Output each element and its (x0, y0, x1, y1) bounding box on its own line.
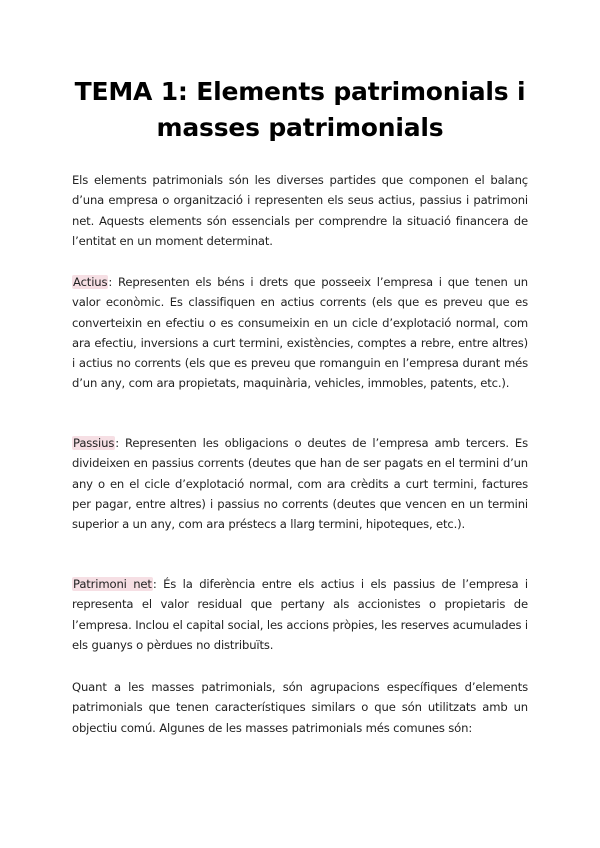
actius-term: Actius (73, 275, 108, 289)
patrimoni-net-term: Patrimoni net (73, 577, 152, 591)
actius-paragraph (72, 272, 528, 394)
patrimoni-net-separator: : (152, 577, 157, 591)
page-title: TEMA 1: Elements patrimonials i masses patrimonials (74, 77, 526, 142)
closing-paragraph: Quant a les masses patrimonials, són agrupacions específiques d’elements patrimonials que tenen característiques similars o que són utilitzats amb un objectiu comú. Algunes de les masses patrimonials més comunes són: (72, 680, 528, 735)
passius-separator: : (115, 436, 119, 450)
actius-text: Representen els béns i drets que posseeix l’empresa i que tenen un valor econòmic. Es classifiquen en actius corrents (els que es preveu que es converteixin en efectiu o es consumeixin en un cicle d’explotació normal, com ara efectiu, inversions a curt termini, existències, comptes a rebre, entre altres) i actius no corrents (els que es preveu que romanguin en l’empresa durant més d’un any, com ara propietats, maquinària, vehicles, immobles, patents, etc.). (72, 275, 528, 391)
passius-text: Representen les obligacions o deutes de l’empresa amb tercers. Es divideixen en passius corrents (deutes que han de ser pagats en el termini d’un any o en el cicle d’explotació normal, com ara crèdits a curt termini, factures per pagar, entre altres) i passius no corrents (deutes que vencen en un termini superior a un any, com ara préstecs a llarg termini, hipoteques, etc.). (72, 436, 528, 532)
patrimoni-net-text: És la diferència entre els actius i els passius de l’empresa i representa el valor residual que pertany als accionistes o propietaris de l’empresa. Inclou el capital social, les accions pròpies, les reserves acumulades i els guanys o pèrdues no distribuïts. (72, 577, 528, 652)
actius-separator: : (108, 275, 113, 289)
passius-paragraph (72, 433, 528, 534)
patrimoni-net-paragraph (72, 574, 528, 655)
intro-paragraph: Els elements patrimonials són les diverses partides que componen el balanç d’una empresa o organització i representen els seus actius, passius i patrimoni net. Aquests elements són essencials per comprendre la situació financera de l’entitat en un moment determinat. (72, 173, 528, 248)
passius-term: Passius (73, 436, 115, 450)
